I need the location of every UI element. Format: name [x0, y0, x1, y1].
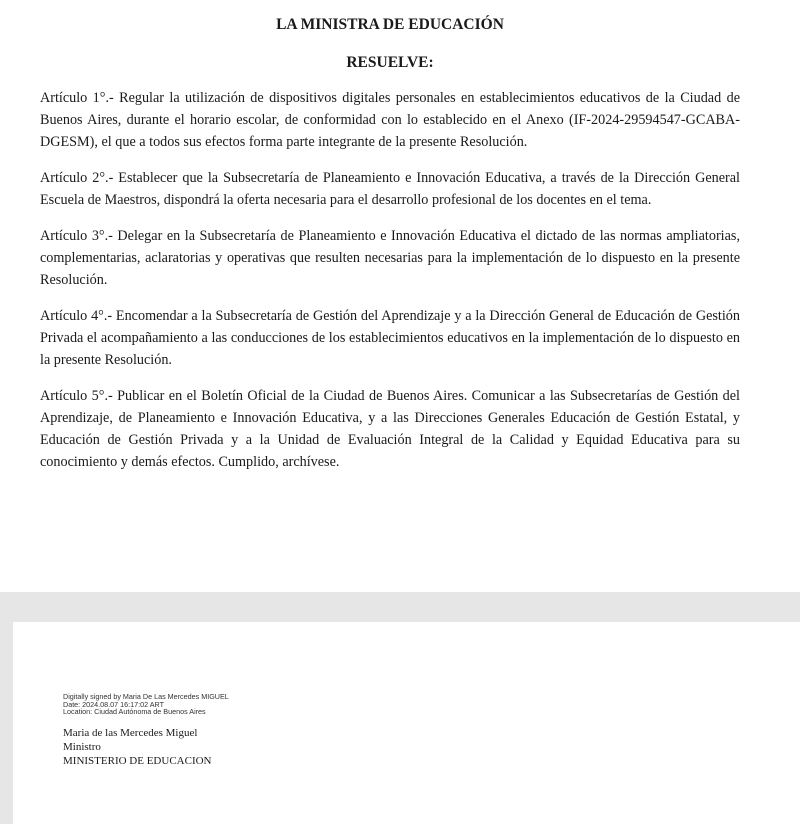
- article-4: Artículo 4°.- Encomendar a la Subsecretaría de Gestión del Aprendizaje y a la Dirección General de Educación de Gestión Privada el acompañamiento a las conducciones de los establecimientos educativos en la implementación de lo dispuesto en la presente Resolución.: [40, 308, 740, 368]
- signer-role: Ministro: [63, 741, 101, 753]
- article-3: Artículo 3°.- Delegar en la Subsecretaría de Planeamiento e Innovación Educativa el dictado de las normas ampliatorias, complementarias, aclaratorias y operativas que resulten necesarias para la implementación de lo dispuesto en la presente Resolución.: [40, 228, 740, 288]
- article-2: Artículo 2°.- Establecer que la Subsecretaría de Planeamiento e Innovación Educativa, a través de la Dirección General Escuela de Maestros, dispondrá la oferta necesaria para el desarrollo profesional de los docentes en el tema.: [40, 170, 740, 208]
- signature-date: Date: 2024.08.07 16:17:02 ART: [63, 699, 164, 709]
- article-5: Artículo 5°.- Publicar en el Boletín Oficial de la Ciudad de Buenos Aires. Comunicar a las Subsecretarías de Gestión del Aprendizaje, de Planeamiento e Innovación Educativa, y a las Direcciones Generales Educación de Gestión Estatal, y Educación de Gestión Privada y a la Unidad de Evaluación Integral de la Calidad y Equidad Educativa para su conocimiento y demás efectos. Cumplido, archívese.: [40, 388, 740, 470]
- article-1: Artículo 1°.- Regular la utilización de dispositivos digitales personales en establecimientos educativos de la Ciudad de Buenos Aires, durante el horario escolar, de conformidad con lo establecido en el Anexo (IF-2024-29594547-GCABA-DGESM), el que a todos sus efectos forma parte integrante de la presente Resolución.: [40, 90, 740, 150]
- document-title: LA MINISTRA DE EDUCACIÓN: [276, 16, 504, 33]
- signer-name: Maria de las Mercedes Miguel: [63, 727, 198, 739]
- digital-signed-by: Digitally signed by Maria De Las Mercedes MIGUEL: [63, 692, 229, 701]
- resolves-heading: RESUELVE:: [346, 54, 434, 71]
- signature-page: [13, 622, 800, 824]
- signer-block: [63, 726, 212, 768]
- digital-signature-stamp: [63, 693, 229, 716]
- signature-location: Location: Ciudad Autónoma de Buenos Aires: [63, 707, 206, 716]
- signer-organization: MINISTERIO DE EDUCACION: [63, 755, 212, 767]
